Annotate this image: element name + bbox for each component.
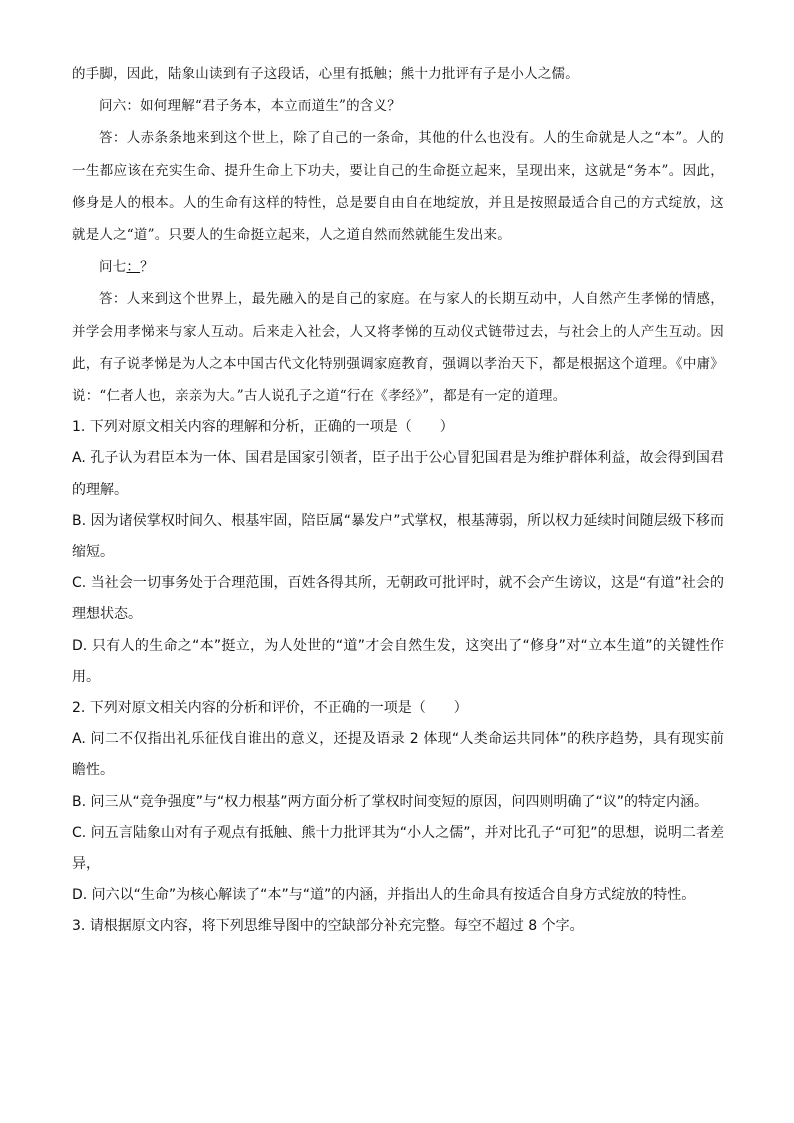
option-a: A. 孔子认为君臣本为一体、国君是国家引领者，臣子出于公心冒犯国君是为维护群体利益，故会得到国君的理解。 [72, 450, 724, 498]
question-stem: 1. 下列对原文相关内容的理解和分析，正确的一项是（ ） [72, 419, 454, 436]
question-seven-heading [72, 251, 724, 283]
option-d: D. 问六以“生命”为核心解读了“本”与“道”的内涵，并指出人的生命具有按适合自身方式绽放的特性。 [72, 887, 696, 904]
option-a: A. 问二不仅指出礼乐征伐自谁出的意义，还提及语录 2 体现“人类命运共同体”的秩序趋势，具有现实前瞻性。 [72, 731, 724, 779]
option-d: D. 只有人的生命之“本”挺立，为人处世的“道”才会自然生发，这突出了“修身”对“立本生道”的关键性作用。 [72, 637, 724, 685]
question-seven-prefix: 问七 [99, 259, 127, 276]
question-block-1 [72, 412, 724, 693]
question-stem: 2. 下列对原文相关内容的分析和评价，不正确的一项是（ ） [72, 700, 468, 717]
option-b: B. 问三从“竞争强度”与“权力根基”两方面分析了掌权时间变短的原因，问四则明确了“议”的特定内涵。 [72, 793, 709, 810]
question-six-answer: 答：人赤条条地来到这个世上，除了自己的一条命，其他的什么也没有。人的生命就是人之“本”。人的一生都应该在充实生命、提升生命上下功夫，要让自己的生命挺立起来，呈现出来，这就是“务本”。因此，修身是人的根本。人的生命有这样的特性，总是要自由自在地绽放，并且是按照最适合自己的方式绽放，这就是人之“道”。只要人的生命挺立起来，人之道自然而然就能生发出来。 [72, 130, 724, 244]
question-block-2 [72, 693, 724, 911]
option-c: C. 当社会一切事务处于合理范围，百姓各得其所，无朝政可批评时，就不会产生谤议，这是“有道”社会的理想状态。 [72, 575, 724, 623]
option-c: C. 问五言陆象山对有子观点有抵触、熊十力批评其为“小人之儒”，并对比孔子“可犯”的思想，说明二者差异， [72, 824, 724, 873]
question-stem: 3. 请根据原文内容，将下列思维导图中的空缺部分补充完整。每空不超过 8 个字。 [72, 918, 584, 935]
document-page [72, 58, 724, 943]
option-b: B. 因为诸侯掌权时间久、根基牢固，陪臣属“暴发户”式掌权，根基薄弱，所以权力延续时间随层级下移而缩短。 [72, 512, 724, 561]
question-six-heading: 问六：如何理解“君子务本，本立而道生”的含义？ [99, 98, 401, 115]
passage-paragraph: 的手脚，因此，陆象山读到有子这段话，心里有抵触；熊十力批评有子是小人之儒。 [72, 66, 579, 82]
question-block-3 [72, 911, 724, 942]
question-seven-blank: ： [126, 259, 141, 276]
question-seven-suffix: ？ [140, 259, 154, 276]
question-seven-answer: 答：人来到这个世界上，最先融入的是自己的家庭。在与家人的长期互动中，人自然产生孝悌的情感，并学会用孝悌来与家人互动。后来走入社会，人又将孝悌的互动仪式链带过去，与社会上的人产生互动。因此，有子说孝悌是为人之本中国古代文化特别强调家庭教育，强调以孝治天下，都是根据这个道理。《中庸》说：“仁者人也，亲亲为大。”古人说孔子之道“行在《孝经》”，都是有一定的道理。 [72, 291, 724, 405]
